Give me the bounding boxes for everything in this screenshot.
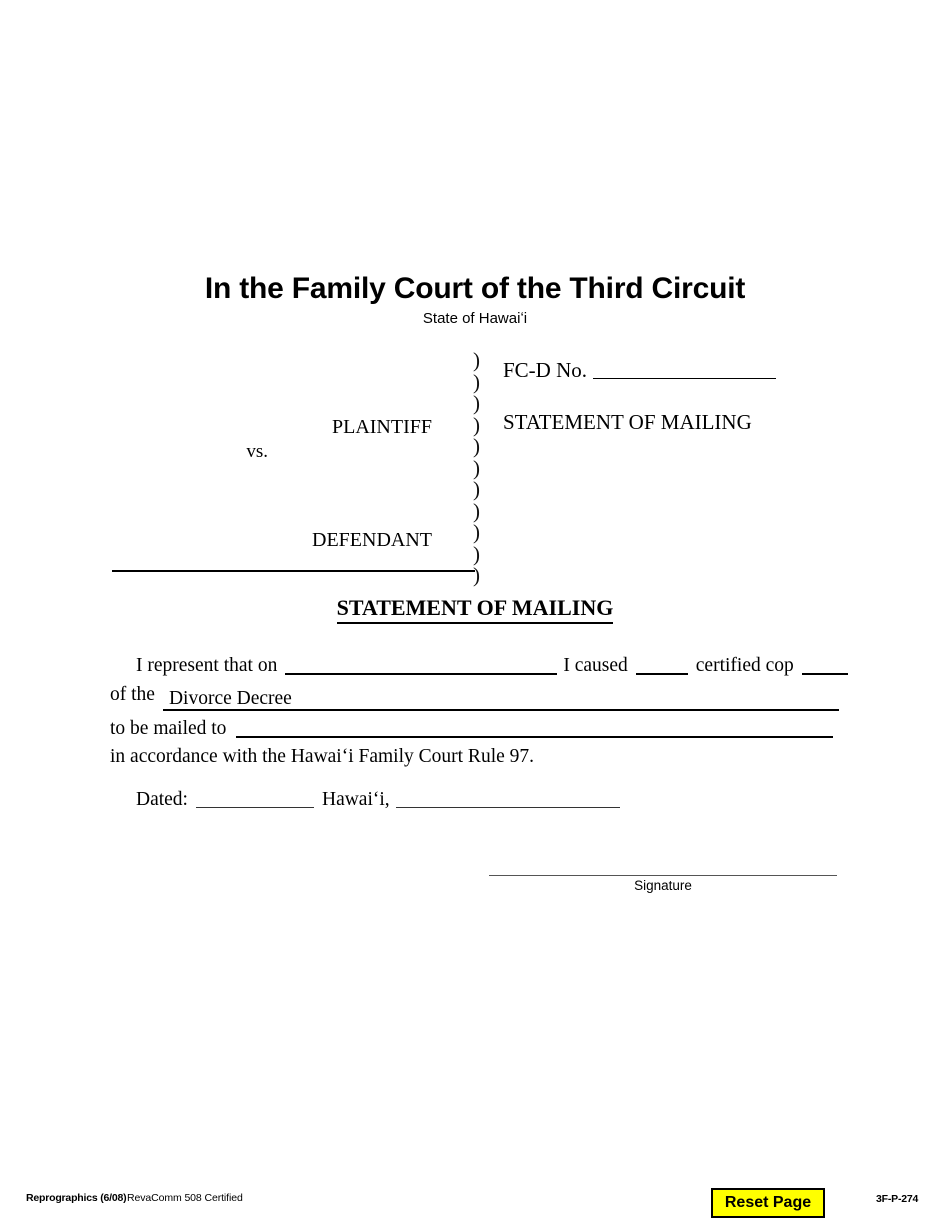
case-number-label: FC-D No. [503,358,588,382]
caption-document-title: STATEMENT OF MAILING [503,410,752,434]
dated-line [136,788,620,811]
represent-line [136,653,848,677]
plaintiff-label: PLAINTIFF [331,416,432,438]
caused-label: I caused [563,655,628,676]
caption-paren: ) [473,369,480,394]
caption-paren-column [473,350,493,587]
caption-paren: ) [473,541,480,566]
copies-count-input[interactable] [636,653,688,675]
document-name-input[interactable]: Divorce Decree [163,689,839,711]
caption-paren: ) [473,348,480,372]
versus-label: vs. [246,441,268,462]
rule-reference-text: in accordance with the Hawaiʻi Family Court Rule 97. [110,746,535,767]
caption-paren: ) [473,520,480,544]
dated-input[interactable] [196,788,314,808]
form-number: 3F-P-274 [876,1193,919,1205]
defendant-label: DEFENDANT [312,529,432,551]
signature-rule [489,875,837,876]
reset-page-button[interactable]: Reset Page [711,1188,825,1218]
caption-paren: ) [473,563,480,587]
of-the-label: of the [110,684,155,705]
signature-label: Signature [634,878,692,893]
section-heading [0,595,950,621]
represent-prefix-text: I represent that on [136,655,278,676]
page-subtitle: State of Hawaiʻi [422,310,528,327]
case-number-input[interactable] [593,362,776,379]
caption-bottom-rule [112,570,475,572]
mailing-date-input[interactable] [285,653,557,675]
page-title: In the Family Court of the Third Circuit [204,272,746,305]
footer-reprographics: Reprographics (6/08) [26,1192,127,1204]
case-caption [0,350,950,585]
footer-certification: RevaComm 508 Certified [127,1192,243,1204]
dated-label: Dated: [136,789,188,810]
caption-paren: ) [473,455,480,480]
place-label: Hawaiʻi, [321,789,390,810]
place-input[interactable] [396,788,620,808]
copies-label: certified cop [695,655,794,676]
of-the-line [110,684,839,711]
mailed-to-line [110,716,833,740]
caption-paren: ) [473,412,480,437]
caption-paren: ) [473,391,480,415]
caption-paren: ) [473,477,480,501]
case-number-row [503,358,776,383]
caption-paren: ) [473,434,480,458]
caption-paren: ) [473,498,480,523]
mailed-to-input[interactable] [236,716,833,738]
mailed-to-label: to be mailed to [110,718,227,739]
copies-suffix-input[interactable] [802,653,848,675]
section-heading-text: STATEMENT OF MAILING [337,595,614,624]
